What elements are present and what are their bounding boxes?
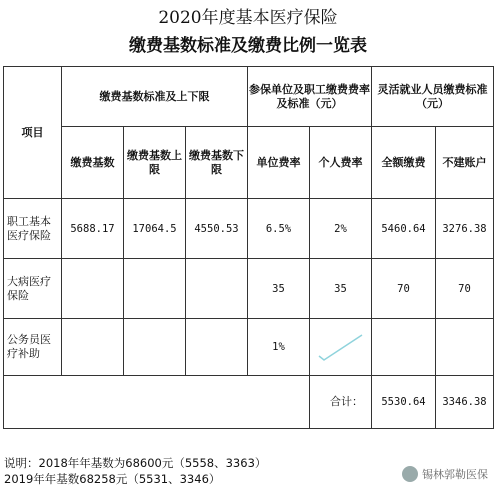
header-full-pay: 全额缴费 <box>372 127 436 199</box>
table-row <box>4 319 494 376</box>
title-line-2: 缴费基数标准及缴费比例一览表 <box>129 36 367 56</box>
cell-lower <box>186 319 248 376</box>
total-label: 合计： <box>310 376 372 429</box>
header-upper: 缴费基数上限 <box>124 127 186 199</box>
table-row <box>4 199 494 259</box>
cell-unit-rate: 35 <box>248 259 310 319</box>
watermark <box>402 466 488 482</box>
cell-full-pay: 70 <box>372 259 436 319</box>
total-full-pay: 5530.64 <box>372 376 436 429</box>
cell-base <box>62 259 124 319</box>
header-personal-rate: 个人费率 <box>310 127 372 199</box>
header-flex-group: 灵活就业人员缴费标准（元） <box>372 67 494 127</box>
header-no-account: 不建账户 <box>436 127 494 199</box>
header-base: 缴费基数 <box>62 127 124 199</box>
cell-upper: 17064.5 <box>124 199 186 259</box>
checkmark-icon <box>316 332 366 362</box>
header-lower: 缴费基数下限 <box>186 127 248 199</box>
watermark-text: 锡林郭勒医保 <box>422 468 488 481</box>
cell-no-account: 70 <box>436 259 494 319</box>
row-name: 公务员医疗补助 <box>4 319 62 376</box>
cell-upper <box>124 319 186 376</box>
cell-personal-rate <box>310 319 372 376</box>
note-line-1: 说明：2018年年基数为68600元（5558、3363） <box>4 456 267 470</box>
cell-no-account: 3276.38 <box>436 199 494 259</box>
total-no-account: 3346.38 <box>436 376 494 429</box>
cell-base <box>62 319 124 376</box>
cell-no-account <box>436 319 494 376</box>
table-row <box>4 259 494 319</box>
cell-full-pay: 5460.64 <box>372 199 436 259</box>
header-item: 项目 <box>4 67 62 199</box>
row-name: 职工基本医疗保险 <box>4 199 62 259</box>
wechat-logo-icon <box>402 466 418 482</box>
header-unit-rate: 单位费率 <box>248 127 310 199</box>
cell-base: 5688.17 <box>62 199 124 259</box>
cell-personal-rate: 35 <box>310 259 372 319</box>
cell-unit-rate: 1% <box>248 319 310 376</box>
cell-lower <box>186 259 248 319</box>
title-line-1: 2020年度基本医疗保险 <box>158 8 338 28</box>
header-employer-group: 参保单位及职工缴费费率及标准（元） <box>248 67 372 127</box>
note-line-2: 2019年年基数68258元（5531、3346） <box>4 472 221 486</box>
row-name: 大病医疗保险 <box>4 259 62 319</box>
cell-lower: 4550.53 <box>186 199 248 259</box>
cell-full-pay <box>372 319 436 376</box>
total-row <box>4 376 494 429</box>
cell-unit-rate: 6.5% <box>248 199 310 259</box>
cell-personal-rate: 2% <box>310 199 372 259</box>
contribution-table <box>3 66 494 429</box>
header-base-group: 缴费基数标准及上下限 <box>62 67 248 127</box>
cell-upper <box>124 259 186 319</box>
